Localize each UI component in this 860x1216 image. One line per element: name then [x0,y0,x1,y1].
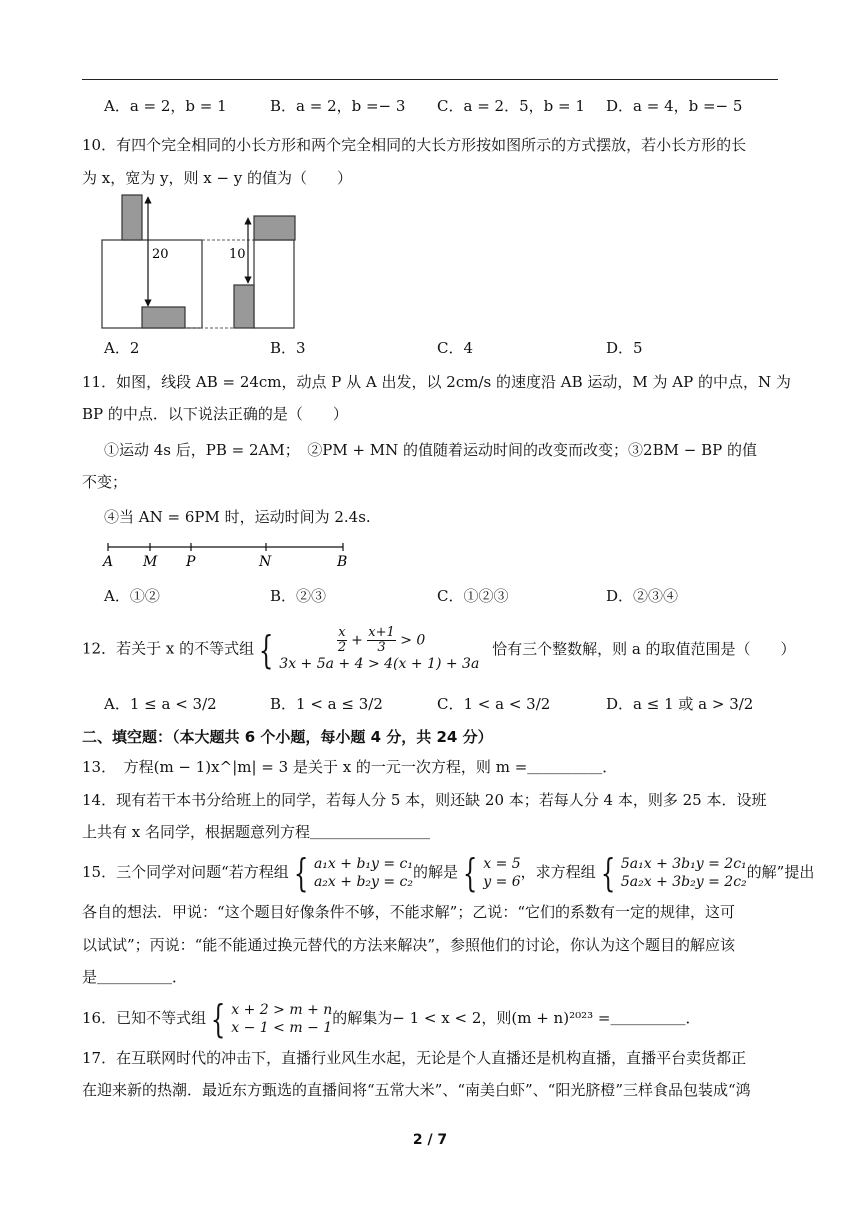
q15-mid1: 的解是 [413,863,459,881]
q13: 13． 方程(m − 1)x^|m| = 3 是关于 x 的一元一次方程，则 m =＿＿＿＿＿． [82,758,618,776]
q16-brace: { [210,997,226,1041]
q12-prefix: 12．若关于 x 的不等式组 [82,639,255,658]
q11-line3: ①运动 4s 后，PB = 2AM； ②PM + MN 的值随着运动时间的改变而改变；③2BM − BP 的值 [104,441,757,459]
q10-option-d: D．5 [606,339,643,357]
q16-pre: 16．已知不等式组 [82,1009,207,1027]
left-bottom-small-rect [142,307,185,328]
point-a: A [103,554,114,570]
q15-post: 的解”提出 [746,863,815,881]
q15-brace-1: { [293,851,309,895]
q12-option-d: D．a ≤ 1 或 a > 3/2 [606,695,754,713]
point-n: N [259,554,272,570]
q11-line2: BP 的中点．以下说法正确的是（ ） [82,405,348,423]
q10-option-a: A．2 [104,339,140,357]
q12-option-a: A．1 ≤ a < 3/2 [104,695,217,713]
q11-line1: 11．如图，线段 AB = 24cm，动点 P 从 A 出发，以 2cm/s 的速度沿 AB 运动，M 为 AP 的中点，N 为 [82,373,791,391]
right-large-rect [254,240,294,328]
q16-system: x + 2 > m + n x − 1 < m − 1 [231,1002,333,1036]
point-m: M [143,554,158,570]
q15-pre: 15．三个同学对问题“若方程组 [82,863,289,881]
q16-post: 的解集为− 1 < x < 2，则(m + n)²⁰²³ =＿＿＿＿＿． [332,1009,701,1027]
q15-line4: 是＿＿＿＿＿． [82,968,188,986]
q12-brace: { [258,627,274,672]
q9-option-a: A．a = 2，b = 1 [104,97,227,115]
q10-line2: 为 x，宽为 y，则 x − y 的值为（ ） [82,169,353,187]
q10-figure [96,190,306,335]
q15-brace-3: { [600,851,616,895]
q12-system: $\frac{x}{2}$ + $\frac{x+1}{3}$ > 0 3x + 5a + 4 > 4(x + 1) + 3a [279,625,480,672]
point-p: P [186,554,196,570]
q15-brace-2: { [462,851,478,895]
left-top-small-rect [122,195,142,240]
q17-line2: 在迎来新的热潮．最近东方甄选的直播间将“五常大米”、“南美白虾”、“阳光脐橙”三样食品包装成“鸿 [82,1081,751,1099]
q11-option-b: B．②③ [270,587,327,605]
q14-line2: 上共有 x 名同学，根据题意列方程＿＿＿＿＿＿＿＿ [82,823,430,841]
q11-option-d: D．②③④ [606,587,679,605]
label-10: 10 [229,247,246,262]
q15-line3: 以试试”；丙说：“能不能通过换元替代的方法来解决”，参照他们的讨论，你认为这个题目的解应该 [82,936,736,954]
header-rule [82,79,778,80]
q12-ineq2: 3x + 5a + 4 > 4(x + 1) + 3a [279,656,480,672]
q9-option-d: D．a = 4，b =− 5 [606,97,743,115]
q12-stem [82,626,796,670]
q15-solution: x = 5 y = 6 [483,856,521,890]
label-20: 20 [152,247,169,262]
q10-option-c: C．4 [437,339,474,357]
q15-system-1: a₁x + b₁y = c₁ a₂x + b₂y = c₂ [313,856,414,890]
q15-mid2: ，求方程组 [520,863,596,881]
q12-suffix: 恰有三个整数解，则 a 的取值范围是（ ） [492,639,796,658]
right-top-small-rect [254,216,295,240]
q11-option-a: A．①② [104,587,160,605]
q10-option-b: B．3 [270,339,306,357]
right-bottom-small-rect [234,285,254,328]
q10-line1: 10．有四个完全相同的小长方形和两个完全相同的大长方形按如图所示的方式摆放，若小长方形的长 [82,136,747,154]
q17-line1: 17．在互联网时代的冲击下，直播行业风生水起，无论是个人直播还是机构直播，直播平台卖货都正 [82,1049,747,1067]
q9-option-c: C．a = 2．5，b = 1 [437,97,585,115]
q12-option-b: B．1 < a ≤ 3/2 [270,695,383,713]
point-b: B [337,554,348,570]
page-number: 2 / 7 [412,1132,448,1148]
q15-system-2: 5a₁x + 3b₁y = 2c₁ 5a₂x + 3b₂y = 2c₂ [620,856,747,890]
q11-segment-figure [98,540,358,572]
q12-option-c: C．1 < a < 3/2 [437,695,551,713]
q15-line1 [82,852,814,894]
q15-line2: 各自的想法．甲说：“这个题目好像条件不够，不能求解”；乙说：“它们的系数有一定的规律，这可 [82,903,736,921]
q11-line5: ④当 AN = 6PM 时，运动时间为 2.4s. [104,508,371,526]
q16 [82,998,700,1040]
section-2-heading: 二、填空题：（本大题共 6 个小题，每小题 4 分，共 24 分） [82,728,493,746]
q11-line4: 不变； [82,473,128,491]
q14-line1: 14．现有若干本书分给班上的同学，若每人分 5 本，则还缺 20 本；若每人分 4 本，则多 25 本．设班 [82,791,767,809]
q9-option-b: B．a = 2，b =− 3 [270,97,406,115]
q11-option-c: C．①②③ [437,587,509,605]
